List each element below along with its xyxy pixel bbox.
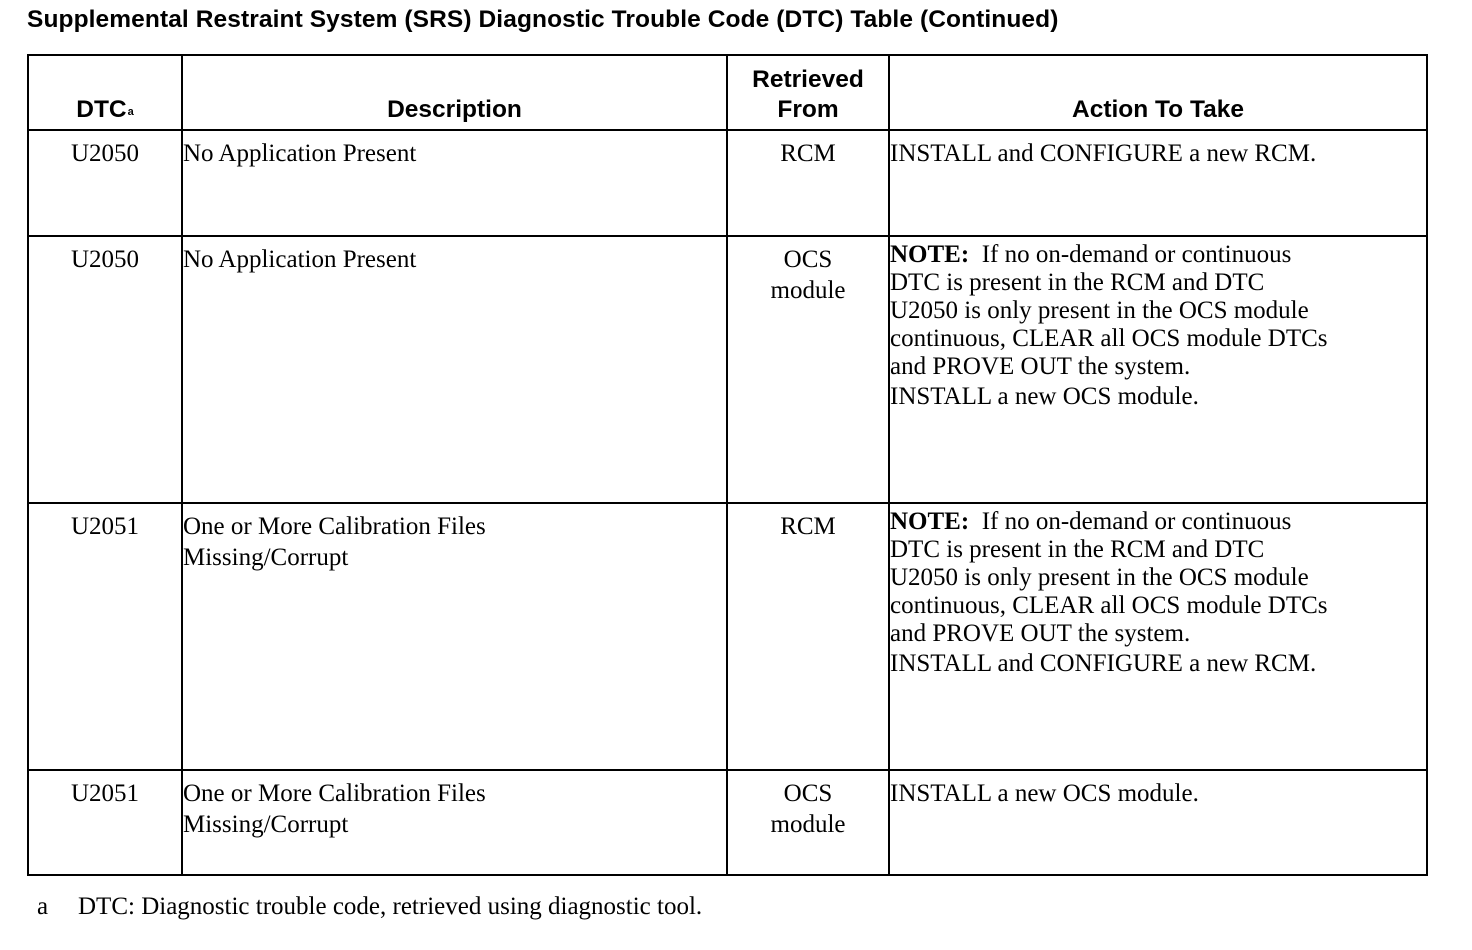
action-cell xyxy=(889,770,1427,875)
action-line: INSTALL and CONFIGURE a new RCM. xyxy=(890,140,1317,167)
description-line: One or More Calibration Files xyxy=(183,780,486,807)
description-cell xyxy=(182,503,727,770)
action-cell xyxy=(889,130,1427,236)
description-cell: No Application Present xyxy=(182,236,727,503)
retrieved-from-cell xyxy=(727,130,889,236)
header-action: Action To Take xyxy=(889,55,1427,130)
table-row xyxy=(28,130,1427,236)
dtc-cell: U2050 xyxy=(28,236,182,503)
action-cell xyxy=(889,503,1427,770)
action-line: INSTALL and CONFIGURE a new RCM. xyxy=(890,650,1317,677)
action-note-line: continuous, CLEAR all OCS module DTCs xyxy=(890,325,1328,352)
retrieved-from-line: RCM xyxy=(780,140,836,167)
action-note xyxy=(890,508,1426,648)
description-cell: No Application Present xyxy=(182,130,727,236)
page-title: Supplemental Restraint System (SRS) Diagnostic Trouble Code (DTC) Table (Continued) xyxy=(27,6,1059,33)
description-cell xyxy=(182,770,727,875)
action-cell xyxy=(889,236,1427,503)
retrieved-from-line: RCM xyxy=(780,513,836,540)
description-line: Missing/Corrupt xyxy=(183,544,349,571)
header-retrieved-from-line2: From xyxy=(777,96,839,123)
description-line: Missing/Corrupt xyxy=(183,811,349,838)
action-note-line: U2050 is only present in the OCS module xyxy=(890,297,1309,324)
table-row xyxy=(28,770,1427,875)
dtc-table xyxy=(27,54,1428,876)
header-dtc-label: DTC xyxy=(76,96,127,123)
header-dtc xyxy=(28,55,182,130)
action-line: INSTALL a new OCS module. xyxy=(890,383,1199,410)
retrieved-from-cell xyxy=(727,236,889,503)
action-note-line: and PROVE OUT the system. xyxy=(890,353,1191,380)
action-note-line: continuous, CLEAR all OCS module DTCs xyxy=(890,592,1328,619)
retrieved-from-line: OCS xyxy=(783,780,833,807)
note-text: If no on-demand or continuous xyxy=(981,508,1292,535)
header-dtc-footnote-mark: a xyxy=(127,106,134,118)
table-row xyxy=(28,503,1427,770)
dtc-cell: U2051 xyxy=(28,503,182,770)
action-line: INSTALL a new OCS module. xyxy=(890,780,1199,807)
retrieved-from-line: module xyxy=(770,277,846,304)
footnote xyxy=(37,893,702,921)
action-note-line xyxy=(890,241,1426,269)
action-note-line xyxy=(890,508,1426,536)
table-header-row xyxy=(28,55,1427,130)
description-line: One or More Calibration Files xyxy=(183,513,486,540)
dtc-cell: U2051 xyxy=(28,770,182,875)
header-description: Description xyxy=(182,55,727,130)
retrieved-from-cell xyxy=(727,770,889,875)
retrieved-from-line: module xyxy=(770,811,846,838)
note-text: If no on-demand or continuous xyxy=(981,241,1292,268)
table-row xyxy=(28,236,1427,503)
note-label: NOTE: xyxy=(890,241,970,268)
action-note-line: and PROVE OUT the system. xyxy=(890,620,1191,647)
note-label: NOTE: xyxy=(890,508,970,535)
footnote-mark: a xyxy=(37,893,49,920)
action-note-line: DTC is present in the RCM and DTC xyxy=(890,269,1265,296)
header-retrieved-from-line1: Retrieved xyxy=(752,66,864,93)
retrieved-from-cell xyxy=(727,503,889,770)
header-retrieved-from xyxy=(727,55,889,130)
footnote-text: DTC: Diagnostic trouble code, retrieved using diagnostic tool. xyxy=(78,893,703,920)
action-note-line: U2050 is only present in the OCS module xyxy=(890,564,1309,591)
action-note-line: DTC is present in the RCM and DTC xyxy=(890,536,1265,563)
action-note xyxy=(890,241,1426,381)
dtc-cell: U2050 xyxy=(28,130,182,236)
retrieved-from-line: OCS xyxy=(783,246,833,273)
